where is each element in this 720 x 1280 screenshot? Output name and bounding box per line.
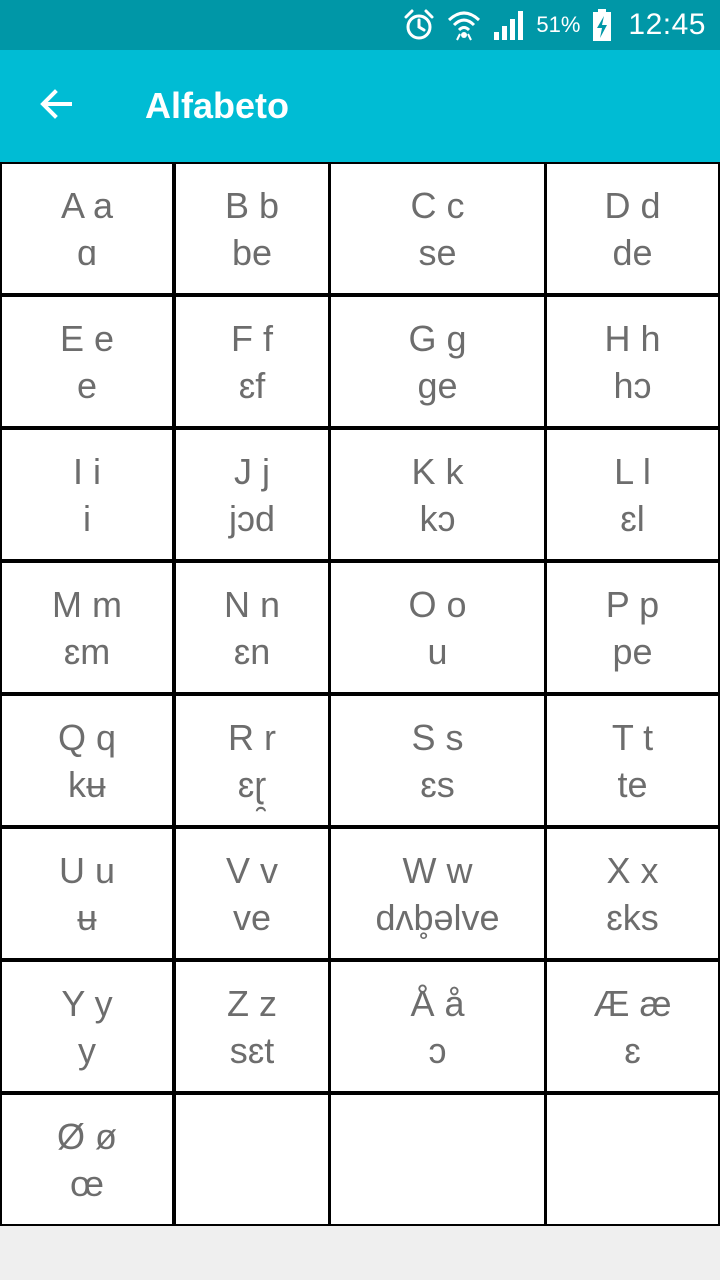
letter-pronunciation: ɛɽ̯ — [237, 763, 267, 805]
letter-cell[interactable] — [2, 696, 172, 825]
letter-cell[interactable] — [2, 430, 172, 559]
letter-glyph: H h — [604, 317, 661, 359]
letter-cell[interactable] — [2, 164, 172, 293]
letter-pronunciation: e — [76, 364, 98, 406]
letter-cell[interactable] — [176, 164, 328, 293]
letter-glyph: Å å — [410, 982, 465, 1024]
empty-cell — [547, 1095, 718, 1224]
letter-cell[interactable] — [547, 696, 718, 825]
status-icons — [402, 0, 706, 50]
letter-pronunciation: ɑ — [76, 231, 98, 273]
letter-glyph: O o — [408, 583, 467, 625]
arrow-left-icon — [36, 84, 76, 129]
letter-pronunciation: ɛ — [624, 1029, 641, 1071]
letter-pronunciation: ɛs — [420, 763, 455, 805]
letter-glyph: Z z — [227, 982, 277, 1024]
letter-glyph: C c — [410, 184, 465, 226]
letter-cell[interactable] — [2, 962, 172, 1091]
letter-glyph: Ø ø — [57, 1115, 117, 1157]
letter-pronunciation: ve — [232, 896, 272, 938]
letter-glyph: E e — [59, 317, 115, 359]
letter-glyph: X x — [606, 849, 659, 891]
letter-cell[interactable] — [176, 962, 328, 1091]
letter-glyph: L l — [614, 450, 651, 492]
letter-pronunciation: ɛm — [63, 630, 111, 672]
letter-cell[interactable] — [176, 563, 328, 692]
letter-cell[interactable] — [331, 696, 544, 825]
letter-glyph: M m — [52, 583, 122, 625]
letter-glyph: U u — [58, 849, 116, 891]
letter-cell[interactable] — [2, 829, 172, 958]
letter-cell[interactable] — [331, 829, 544, 958]
letter-cell[interactable] — [331, 962, 544, 1091]
letter-cell[interactable] — [176, 430, 328, 559]
letter-glyph: R r — [228, 716, 276, 758]
letter-pronunciation: jɔd — [228, 497, 276, 539]
letter-glyph: Y y — [61, 982, 113, 1024]
letter-glyph: V v — [225, 849, 278, 891]
alphabet-grid — [0, 162, 720, 1226]
letter-pronunciation: ge — [417, 364, 458, 406]
letter-pronunciation: ɛn — [233, 630, 271, 672]
letter-pronunciation: de — [612, 231, 653, 273]
letter-glyph: S s — [411, 716, 464, 758]
letter-cell[interactable] — [331, 297, 544, 426]
letter-cell[interactable] — [547, 164, 718, 293]
page-title: Alfabeto — [145, 85, 289, 126]
letter-cell[interactable] — [331, 430, 544, 559]
letter-cell[interactable] — [547, 430, 718, 559]
letter-pronunciation: pe — [612, 630, 653, 672]
letter-glyph: A a — [60, 184, 114, 226]
letter-cell[interactable] — [547, 297, 718, 426]
letter-pronunciation: dʌb̥əlve — [375, 896, 500, 938]
letter-glyph: I i — [72, 450, 101, 492]
letter-cell[interactable] — [547, 962, 718, 1091]
letter-cell[interactable] — [176, 829, 328, 958]
letter-glyph: N n — [223, 583, 281, 625]
letter-cell[interactable] — [2, 297, 172, 426]
letter-cell[interactable] — [331, 563, 544, 692]
letter-pronunciation: y — [78, 1029, 96, 1071]
status-bar — [0, 0, 720, 50]
letter-glyph: Æ æ — [593, 982, 672, 1024]
letter-glyph: G g — [408, 317, 467, 359]
letter-pronunciation: se — [418, 231, 457, 273]
letter-glyph: T t — [611, 716, 654, 758]
letter-pronunciation: kɔ — [419, 497, 456, 539]
letter-cell[interactable] — [176, 297, 328, 426]
empty-cell — [331, 1095, 544, 1224]
clock: 12:45 — [628, 8, 706, 41]
back-button[interactable] — [26, 76, 86, 136]
letter-pronunciation: i — [83, 497, 91, 539]
letter-glyph: D d — [604, 184, 661, 226]
alarm-icon — [402, 8, 436, 42]
letter-glyph: B b — [224, 184, 280, 226]
letter-pronunciation: sɛt — [229, 1029, 275, 1071]
letter-glyph: P p — [605, 583, 660, 625]
wifi-icon — [446, 8, 482, 42]
empty-cell — [176, 1095, 328, 1224]
letter-glyph: F f — [231, 317, 273, 359]
letter-glyph: Q q — [57, 716, 117, 758]
letter-glyph: K k — [411, 450, 464, 492]
letter-pronunciation: be — [231, 231, 273, 273]
battery-charging-icon — [592, 8, 612, 42]
battery-percentage: 51% — [536, 12, 581, 37]
letter-pronunciation: kʉ — [67, 763, 107, 805]
letter-pronunciation: ɛks — [606, 896, 659, 938]
letter-cell[interactable] — [2, 563, 172, 692]
letter-pronunciation: ɔ — [428, 1029, 447, 1071]
signal-icon — [492, 8, 526, 42]
letter-cell[interactable] — [331, 164, 544, 293]
letter-pronunciation: u — [427, 630, 448, 672]
letter-glyph: W w — [402, 849, 473, 891]
letter-cell[interactable] — [547, 829, 718, 958]
letter-cell[interactable] — [2, 1095, 172, 1224]
letter-pronunciation: hɔ — [613, 364, 652, 406]
letter-cell[interactable] — [547, 563, 718, 692]
letter-pronunciation: œ — [70, 1162, 104, 1204]
letter-cell[interactable] — [176, 696, 328, 825]
letter-glyph: J j — [234, 450, 270, 492]
letter-pronunciation: ɛl — [620, 497, 645, 539]
app-bar — [0, 50, 720, 162]
letter-pronunciation: te — [617, 763, 648, 805]
letter-pronunciation: ɛf — [238, 364, 266, 406]
letter-pronunciation: ʉ — [76, 896, 98, 938]
